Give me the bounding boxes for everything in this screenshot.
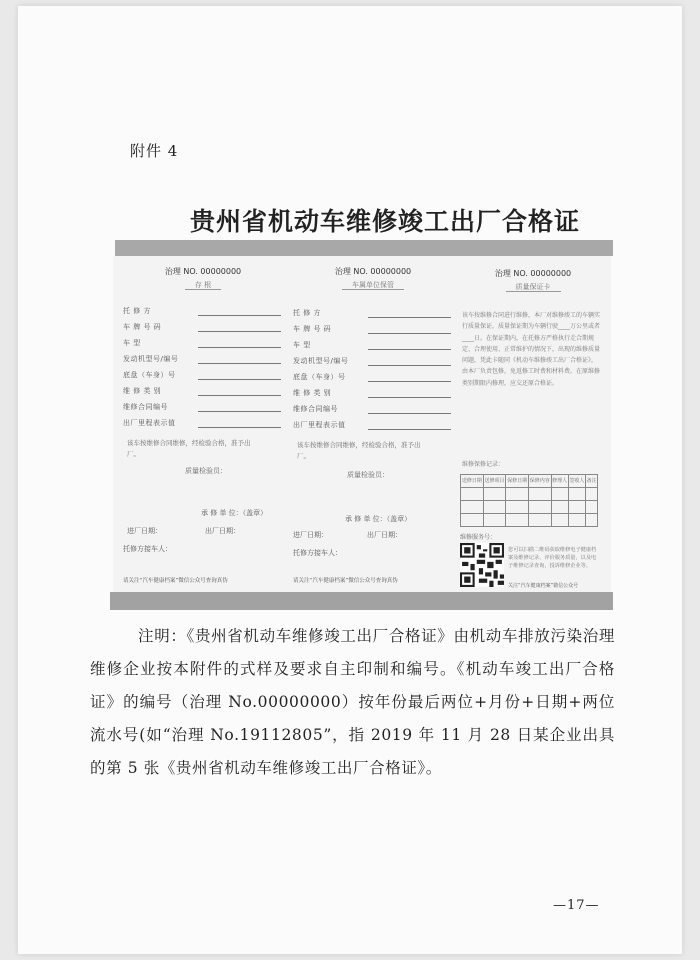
form-field: 出厂里程表示值 xyxy=(293,420,451,432)
certificate-owner-column xyxy=(293,256,453,592)
blank-line xyxy=(198,315,281,316)
blank-line xyxy=(368,413,451,414)
record-header: 送修项目 xyxy=(483,475,506,488)
page-number: —17— xyxy=(553,898,600,913)
form-field: 车 牌 号 码 xyxy=(123,322,281,334)
verifier-label: 质量检验员： xyxy=(347,471,389,479)
blank-line xyxy=(368,333,451,334)
form-field: 维 修 类 别 xyxy=(293,388,451,400)
blank-line xyxy=(198,347,281,348)
certificate-bottom-band xyxy=(110,592,613,610)
record-row xyxy=(461,514,598,527)
record-title: 维修保修记录： xyxy=(462,461,505,468)
form-field: 车 型 xyxy=(123,338,281,350)
record-row xyxy=(461,488,598,501)
record-row xyxy=(461,501,598,514)
receiver-label: 托修方接车人： xyxy=(123,545,172,553)
form-field: 底盘（车身）号 xyxy=(123,370,281,382)
date-out-label: 出厂日期： xyxy=(367,531,402,539)
statement-text: 该车按维修合同维修，经检验合格，准予出厂。 xyxy=(297,441,421,460)
verifier-label: 质量检验员： xyxy=(185,467,227,475)
record-table xyxy=(460,474,598,527)
footer-note: 请关注“汽车健康档案”微信公众号查询真伪 xyxy=(293,578,398,584)
blank-line xyxy=(198,363,281,364)
certificate-top-band xyxy=(115,240,613,256)
serial-number: 治理 NO. 00000000 xyxy=(334,267,412,276)
form-field: 发动机型号/编号 xyxy=(293,356,451,368)
date-in-label: 进厂日期： xyxy=(127,527,162,535)
column-title: 质量保证卡 xyxy=(506,283,561,292)
blank-line xyxy=(368,429,451,430)
qr-description: 您可以扫描二维码获取维修电子健康档案及维修记录、评价服务质量，以及电子维修记录查询，投诉维修企业等。 xyxy=(508,547,597,569)
record-header: 修理人 xyxy=(551,475,568,488)
form-field: 维修合同编号 xyxy=(293,404,451,416)
page-title: 贵州省机动车维修竣工出厂合格证 xyxy=(190,207,581,236)
record-header: 送修日期 xyxy=(461,475,484,488)
blank-line xyxy=(198,379,281,380)
record-header-row xyxy=(461,475,598,488)
form-field: 发动机型号/编号 xyxy=(123,354,281,366)
qr-label: 维修服务号： xyxy=(460,534,497,541)
form-field: 托 修 方 xyxy=(123,306,281,318)
form-field: 底盘（车身）号 xyxy=(293,372,451,384)
blank-line xyxy=(198,427,281,428)
note-paragraph xyxy=(90,620,615,785)
date-in-label: 进厂日期： xyxy=(293,531,328,539)
qr-code-icon xyxy=(460,543,504,587)
blank-line xyxy=(368,317,451,318)
record-header: 备注 xyxy=(586,475,598,488)
form-field: 出厂里程表示值 xyxy=(123,418,281,430)
record-header: 保修内容 xyxy=(528,475,551,488)
receiver-label: 托修方接车人： xyxy=(293,549,342,557)
record-header: 保修日期 xyxy=(506,475,529,488)
form-field: 车 牌 号 码 xyxy=(293,324,451,336)
certificate-stub-column xyxy=(123,256,283,592)
form-field: 托 修 方 xyxy=(293,308,451,320)
blank-line xyxy=(368,349,451,350)
column-title: 存 根 xyxy=(185,281,221,290)
serial-number: 治理 NO. 00000000 xyxy=(164,267,242,276)
record-header: 签收人 xyxy=(568,475,585,488)
certificate-form xyxy=(113,256,611,592)
blank-line xyxy=(198,395,281,396)
date-out-label: 出厂日期： xyxy=(205,527,240,535)
column-title: 车属单位保管 xyxy=(342,281,404,290)
repair-unit-label: 承 修 单 位：（盖章） xyxy=(345,515,412,523)
blank-line xyxy=(198,331,281,332)
footer-note: 关注“汽车健康档案”微信公众号 xyxy=(508,583,579,589)
quality-guarantee-column xyxy=(458,256,608,592)
note-text: 注明：《贵州省机动车维修竣工出厂合格证》由机动车排放污染治理维修企业按本附件的式样及要求自主印制和编号。《机动车竣工出厂合格证》的编号（治理 No.00000000）按年份最后两位+月份+日期+两位流水号(如“治理 No.19112805”，指 2019 年 11 月 28 日某企业出具的第 5 张《贵州省机动车维修竣工出厂合格证》。 xyxy=(90,627,615,777)
attachment-label: 附件 4 xyxy=(130,142,179,160)
blank-line xyxy=(368,365,451,366)
blank-line xyxy=(368,397,451,398)
blank-line xyxy=(368,381,451,382)
blank-line xyxy=(198,411,281,412)
footer-note: 请关注“汽车健康档案”微信公众号查询真伪 xyxy=(123,578,228,584)
guarantee-paragraph: 该车按维修合同进行维修，本厂对维修竣工的车辆实行质量保证，质量保证期为车辆行驶____万公里或者____日。在保证期内，在托修方严格执行走合期规定、合理使用、正常维护的情况下，出现的维修质量问题，凭此卡随同《机动车维修竣工出厂合格证》，由本厂负责包修，免返修工时费和材料费。在原维修类别期限内修理，应交还原合格证。 xyxy=(462,312,601,387)
form-field: 维修合同编号 xyxy=(123,402,281,414)
serial-number: 治理 NO. 00000000 xyxy=(494,269,572,278)
form-field: 维 修 类 别 xyxy=(123,386,281,398)
form-field: 车 型 xyxy=(293,340,451,352)
repair-unit-label: 承 修 单 位：（盖章） xyxy=(201,509,268,517)
statement-text: 该车按维修合同维修，经检验合格，准予出厂。 xyxy=(127,439,251,458)
